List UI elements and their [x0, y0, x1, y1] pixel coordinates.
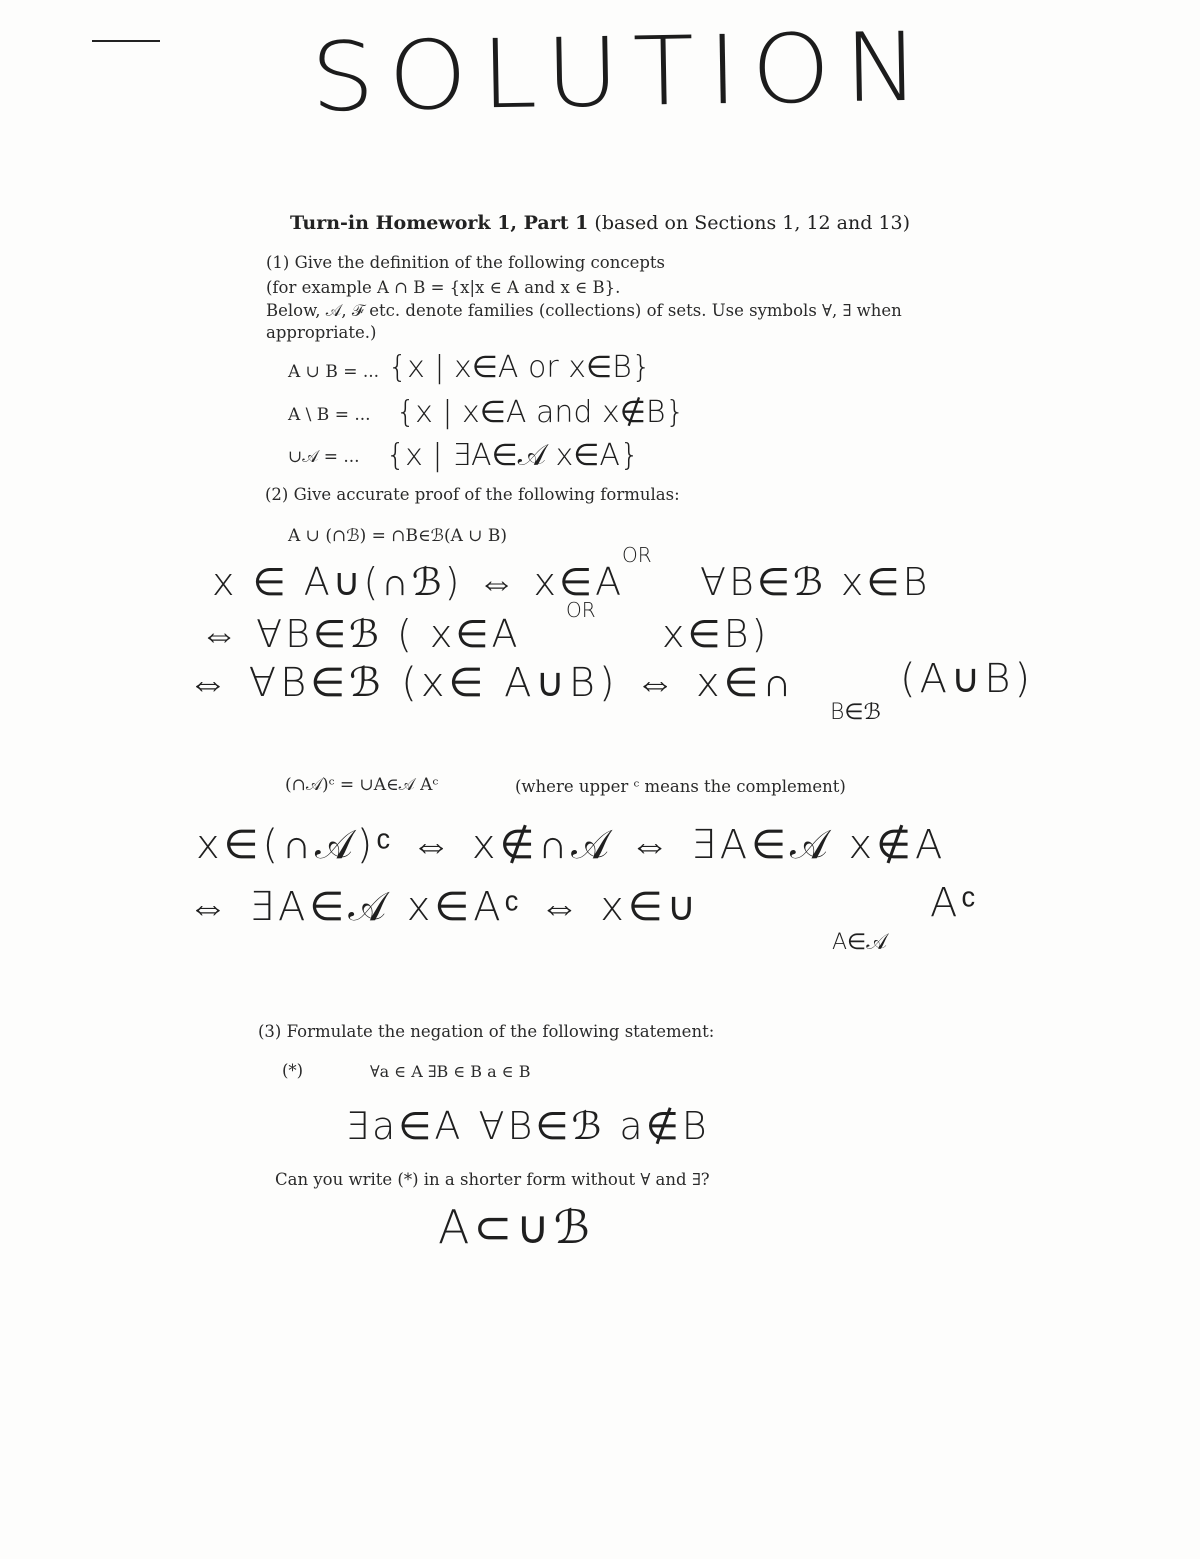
q3-statement: ∀a ∈ A ∃B ∈ B a ∈ B — [370, 1062, 531, 1081]
q1-note-line2: appropriate.) — [266, 323, 377, 342]
homework-heading-rest: (based on Sections 1, 12 and 13) — [594, 212, 911, 234]
q2-formula2: (∩𝒜)ᶜ = ∪A∈𝒜 Aᶜ — [285, 775, 439, 795]
q3-negation-answer: ∃a∈A ∀B∈ℬ a∉B — [345, 1104, 710, 1148]
proof1-line3: ⇔ ∀B∈ℬ (x∈ A∪B) ⇔ x∈∩ — [188, 660, 796, 706]
q1-answer-big-union: {x | ∃A∈𝒜 x∈A} — [386, 438, 640, 473]
q1-label: (1) Give the definition of the following concepts — [266, 253, 666, 272]
q2-formula2-note: (where upper ᶜ means the complement) — [515, 777, 846, 796]
proof1-line1-right: ∀B∈ℬ x∈B — [700, 560, 931, 604]
q1-prompt-union: A ∪ B = ... — [288, 362, 380, 382]
q1-prompt-difference: A \ B = ... — [288, 405, 371, 425]
q1-example: (for example A ∩ B = {x|x ∈ A and x ∈ B}. — [266, 278, 621, 297]
proof1-or-top: OR — [622, 543, 652, 567]
q1-prompt-big-union: ∪𝒜 = ... — [288, 447, 360, 467]
proof2-line2: ⇔ ∃A∈𝒜 x∈Aᶜ ⇔ x∈∪ — [188, 884, 701, 930]
proof1-line2-left: ⇔ ∀B∈ℬ ( x∈A — [200, 612, 521, 656]
margin-tick-mark — [92, 40, 160, 42]
proof2-line1: x∈(∩𝒜)ᶜ ⇔ x∉∩𝒜 ⇔ ∃A∈𝒜 x∉A — [196, 822, 947, 868]
q1-answer-difference: {x | x∈A and x∉B} — [396, 395, 685, 430]
q3-short-answer: A⊂∪ℬ — [438, 1200, 594, 1254]
q3-star: (*) — [282, 1061, 304, 1080]
proof2-line2-subscript: A∈𝒜 — [832, 930, 888, 955]
proof2-line2-tail: Aᶜ — [930, 880, 980, 926]
q2-formula1: A ∪ (∩ℬ) = ∩B∈ℬ(A ∪ B) — [288, 526, 508, 546]
homework-heading-bold: Turn-in Homework 1, Part 1 — [290, 212, 589, 234]
proof1-line3-tail: (A∪B) — [900, 656, 1035, 702]
q2-label: (2) Give accurate proof of the following formulas: — [265, 485, 680, 504]
q3-label: (3) Formulate the negation of the following statement: — [258, 1022, 715, 1041]
q1-note-line1: Below, 𝒜, ℱ etc. denote families (collections) of sets. Use symbols ∀, ∃ when — [266, 301, 902, 320]
homework-heading — [290, 212, 910, 234]
proof1-line1-left: x ∈ A∪(∩ℬ) ⇔ x∈A — [212, 560, 625, 604]
q1-answer-union: {x | x∈A or x∈B} — [388, 350, 651, 385]
proof1-line2-right: x∈B) — [662, 612, 770, 656]
proof1-or-mid: OR — [566, 598, 596, 622]
proof1-line3-subscript: B∈ℬ — [830, 700, 881, 725]
q3-question: Can you write (*) in a shorter form without ∀ and ∃? — [275, 1170, 710, 1189]
page-title: SOLUTION — [310, 11, 935, 134]
